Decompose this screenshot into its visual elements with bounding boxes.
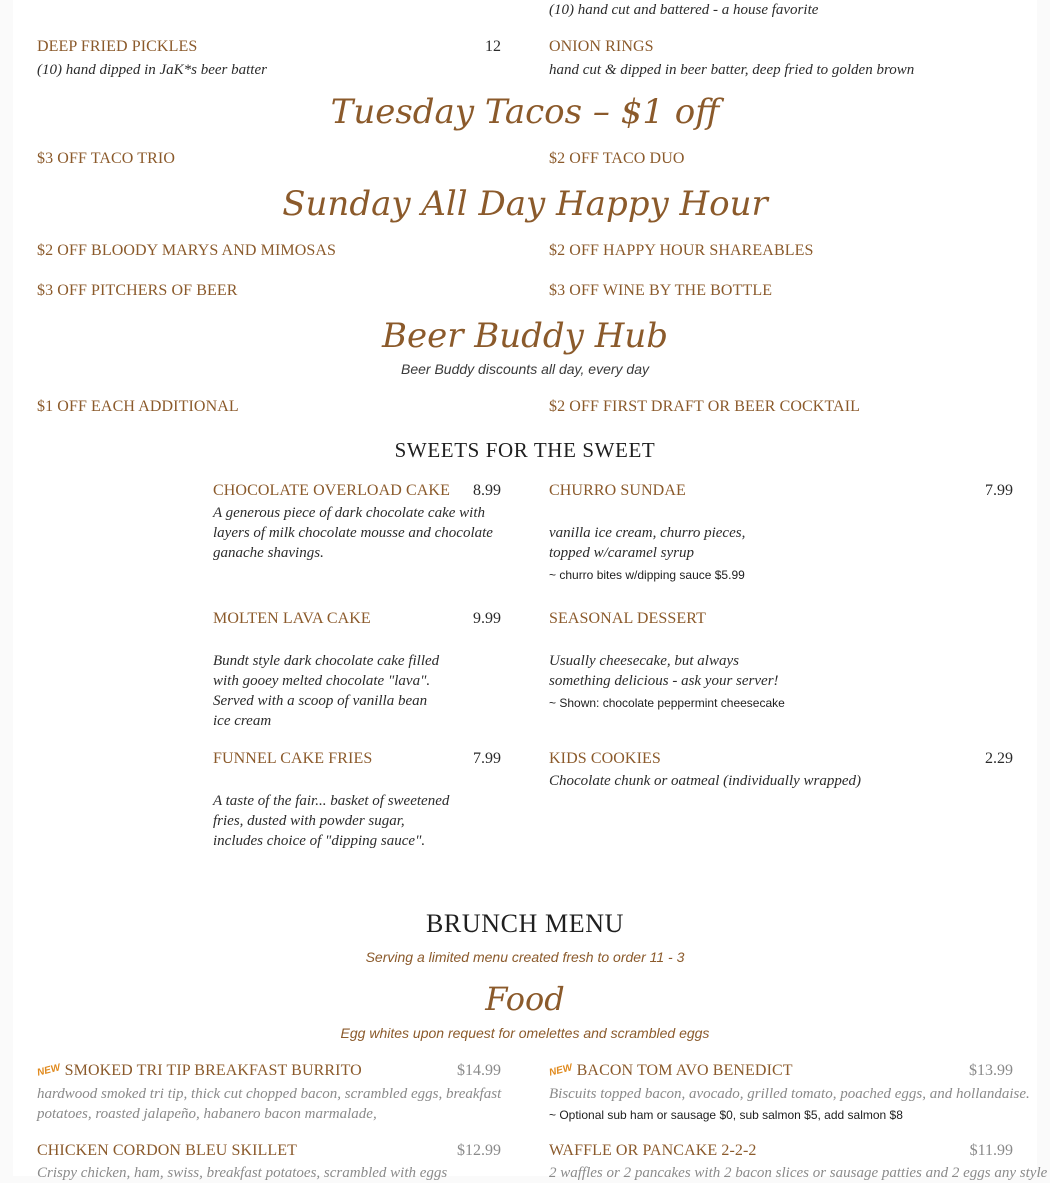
item-name: CHOCOLATE OVERLOAD CAKE bbox=[213, 482, 450, 499]
tuesday-tacos-heading: Tuesday Tacos – $1 off bbox=[330, 92, 720, 132]
item-note: ~ Optional sub ham or sausage $0, sub salmon $5, add salmon $8 bbox=[549, 1108, 903, 1122]
fish-chips-desc: (10) hand cut and battered - a house favorite bbox=[549, 2, 819, 18]
brunch-subtitle: Serving a limited menu created fresh to order 11 - 3 bbox=[365, 949, 685, 965]
new-badge: NEW bbox=[548, 1062, 574, 1079]
item-desc: Crispy chicken, ham, swiss, breakfast potatoes, scrambled with eggs bbox=[37, 1165, 448, 1181]
item-desc: Biscuits topped bacon, avocado, grilled tomato, poached eggs, and hollandaise. bbox=[549, 1086, 1030, 1102]
item-desc: Chocolate chunk or oatmeal (individually wrapped) bbox=[549, 773, 862, 789]
item-desc: vanilla ice cream, churro pieces, topped w/caramel syrup bbox=[549, 525, 746, 561]
item-price: 8.99 bbox=[473, 482, 501, 499]
item-price: 2.29 bbox=[985, 750, 1013, 767]
promo-item: $1 OFF EACH ADDITIONAL bbox=[37, 398, 239, 415]
promo-item: $3 OFF WINE BY THE BOTTLE bbox=[549, 282, 773, 299]
item-name: CHICKEN CORDON BLEU SKILLET bbox=[37, 1142, 298, 1159]
item-price: $14.99 bbox=[457, 1062, 501, 1079]
item-price: 7.99 bbox=[473, 750, 501, 767]
brunch-heading: BRUNCH MENU bbox=[425, 909, 624, 938]
food-subtitle: Egg whites upon request for omelettes and scrambled eggs bbox=[340, 1025, 710, 1041]
item-name: DEEP FRIED PICKLES bbox=[37, 38, 198, 55]
item-desc: hardwood smoked tri tip, thick cut chopped bacon, scrambled eggs, breakfast potatoes, roasted jalapeño, habanero bacon marmalade, bbox=[37, 1086, 502, 1122]
item-note: ~ Shown: chocolate peppermint cheesecake bbox=[549, 696, 785, 710]
new-badge: NEW bbox=[36, 1062, 62, 1079]
promo-item: $2 OFF HAPPY HOUR SHAREABLES bbox=[549, 242, 814, 259]
item-price: $11.99 bbox=[969, 1142, 1013, 1159]
item-name: KIDS COOKIES bbox=[549, 750, 661, 767]
item-desc: Bundt style dark chocolate cake filled with gooey melted chocolate "lava". Served with a scoop of vanilla bean ice cream bbox=[213, 653, 440, 729]
promo-item: $2 OFF FIRST DRAFT OR BEER COCKTAIL bbox=[549, 398, 861, 415]
item-name: FUNNEL CAKE FRIES bbox=[213, 750, 373, 767]
item-name: WAFFLE OR PANCAKE 2-2-2 bbox=[549, 1142, 757, 1159]
item-desc: A taste of the fair... basket of sweetened fries, dusted with powder sugar, includes choice of "dipping sauce". bbox=[213, 793, 450, 849]
item-note: ~ churro bites w/dipping sauce $5.99 bbox=[549, 568, 745, 582]
beer-buddy-heading: Beer Buddy Hub bbox=[381, 316, 669, 356]
item-desc: A generous piece of dark chocolate cake with layers of milk chocolate mousse and chocolate ganache shavings. bbox=[213, 505, 493, 561]
item-price: 9.99 bbox=[473, 610, 501, 627]
promo-item: $2 OFF TACO DUO bbox=[549, 150, 685, 167]
item-price: $12.99 bbox=[457, 1142, 501, 1159]
promo-item: $3 OFF PITCHERS OF BEER bbox=[37, 282, 238, 299]
item-name: NEW BACON TOM AVO BENEDICT bbox=[548, 1062, 793, 1079]
beer-buddy-subtitle: Beer Buddy discounts all day, every day bbox=[401, 361, 649, 377]
item-price: $13.99 bbox=[969, 1062, 1013, 1079]
promo-item: $3 OFF TACO TRIO bbox=[37, 150, 175, 167]
item-desc: 2 waffles or 2 pancakes with 2 bacon slices or sausage patties and 2 eggs any style bbox=[549, 1165, 1048, 1181]
item-name: CHURRO SUNDAE bbox=[549, 482, 686, 499]
item-desc: Usually cheesecake, but always something delicious - ask your server! bbox=[549, 653, 779, 689]
sweets-heading: SWEETS FOR THE SWEET bbox=[394, 438, 656, 462]
item-desc: (10) hand dipped in JaK*s beer batter bbox=[37, 62, 267, 78]
food-heading: Food bbox=[485, 980, 565, 1018]
item-desc: hand cut & dipped in beer batter, deep fried to golden brown bbox=[549, 62, 915, 78]
item-price: 12 bbox=[485, 38, 501, 55]
item-name: NEW SMOKED TRI TIP BREAKFAST BURRITO bbox=[36, 1062, 362, 1079]
item-price: 7.99 bbox=[985, 482, 1013, 499]
promo-item: $2 OFF BLOODY MARYS AND MIMOSAS bbox=[37, 242, 337, 259]
sunday-happy-hour-heading: Sunday All Day Happy Hour bbox=[282, 184, 768, 224]
item-name: SEASONAL DESSERT bbox=[549, 610, 706, 627]
item-name: ONION RINGS bbox=[549, 38, 654, 55]
item-name: MOLTEN LAVA CAKE bbox=[213, 610, 371, 627]
